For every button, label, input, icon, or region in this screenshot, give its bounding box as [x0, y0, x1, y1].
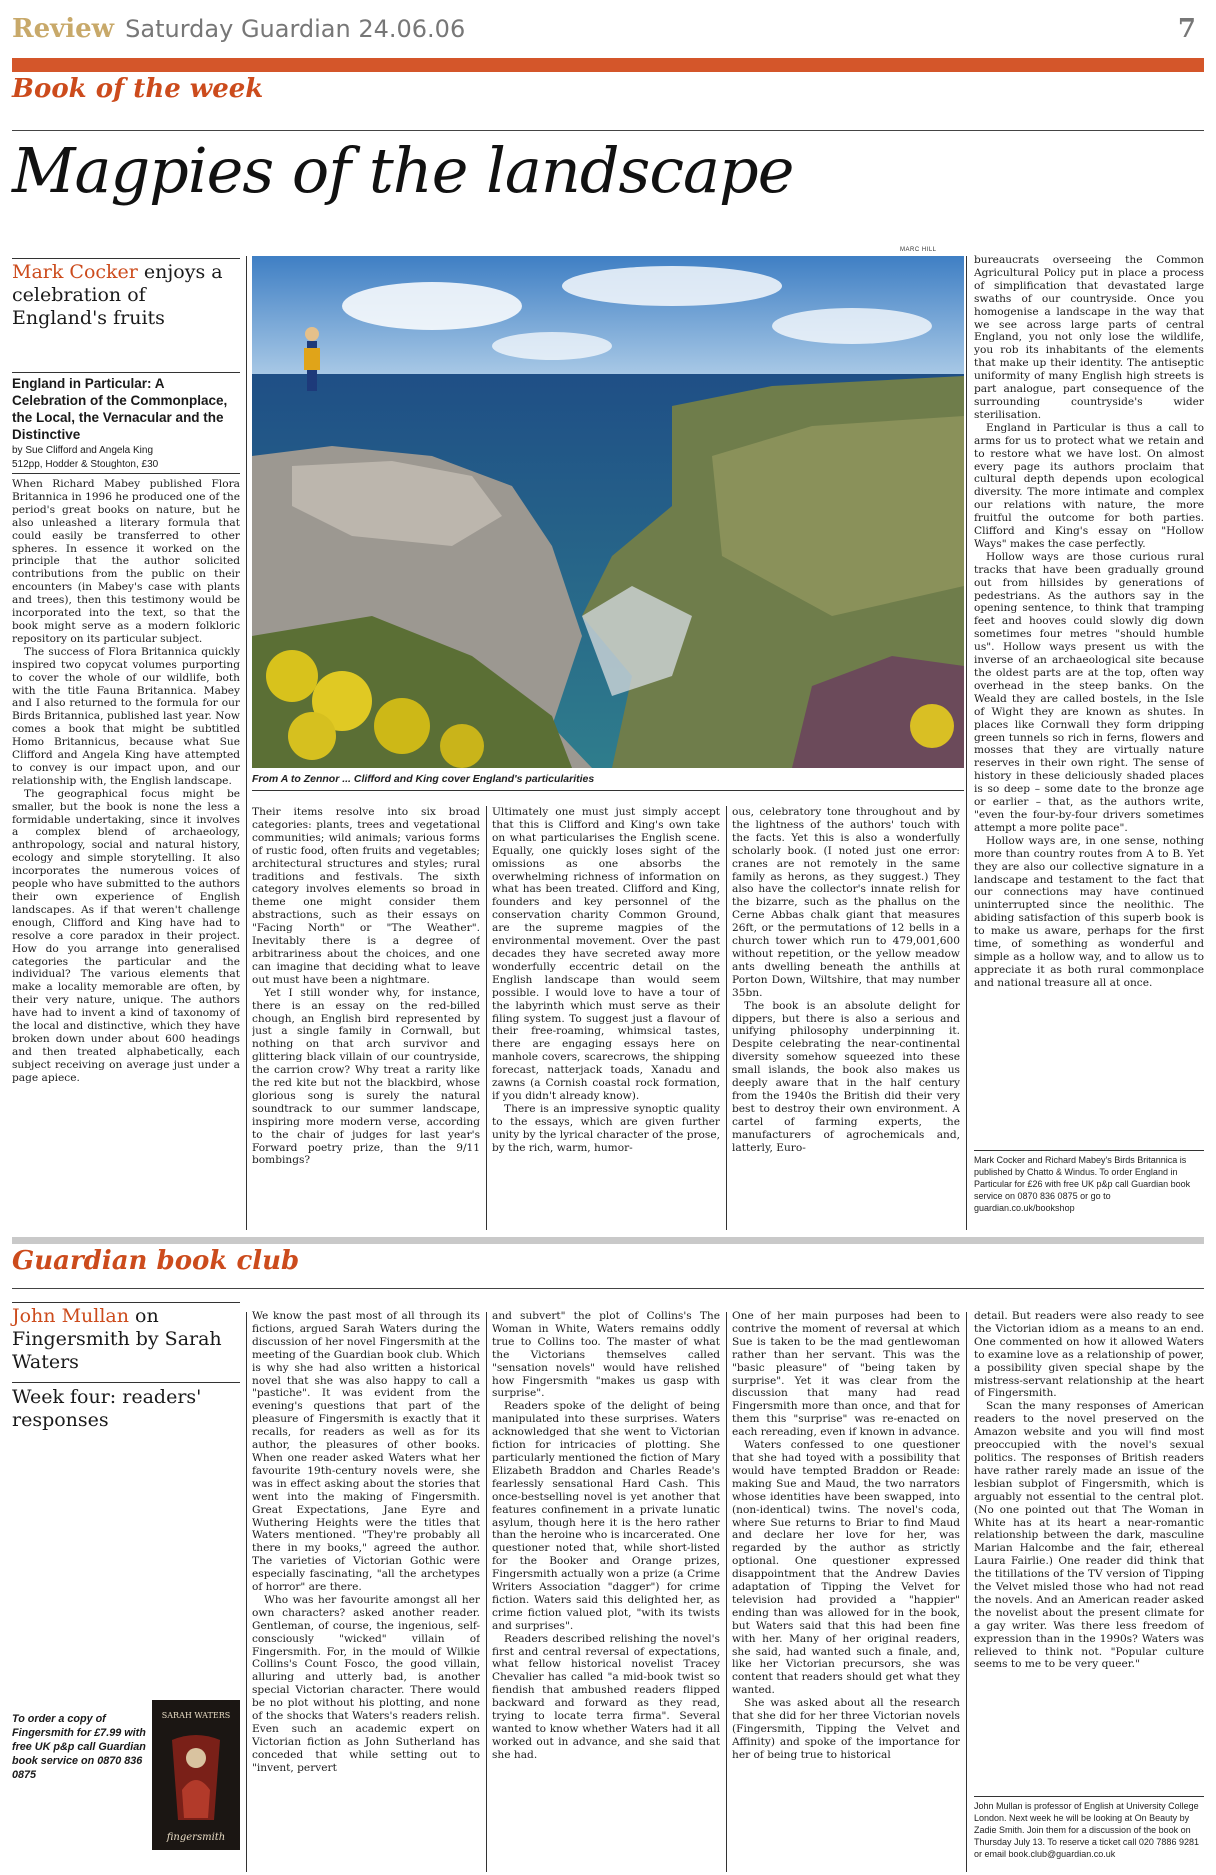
- paragraph: bureaucrats overseeing the Common Agricultural Policy put in place a process of simplification that devastated large swaths of our countryside. Once you homogenise a landscape in the way that we see across large parts of central England, you not only lose the wildlife, you rob its inhabitants of the elements that make up their identity. The antiseptic uniformity of many English high streets is part analogue, part consequence of the surrounding countryside's wider sterilisation.: [974, 254, 1204, 421]
- paragraph: The book is an absolute delight for dippers, but there is also a serious and unifying philosophy underpinning it. Despite celebrating the near-continental diversity somehow squeezed into these small islands, the book also makes us deeply aware that in the half century from the 1940s the British did their very best to destroy their own environment. A cartel of farming experts, the manufacturers of agrochemicals and, latterly, Euro-: [732, 999, 960, 1154]
- paragraph: ous, celebratory tone throughout and by the lightness of the authors' touch with the facts. Yet this is also a wonderfully scholarly book. (I noted just one error: cranes are not remotely in the same family as herons, as they suggest.) They also have the collector's innate relish for the bizarre, such as the phallus on the Cerne Abbas chalk giant that measures 26ft, or the permutations of 12 bells in a church tower which run to 479,001,600 without repetition, or the yellow meadow ants dwelling beneath the anthills at Porton Down, Wiltshire, that may number 35bn.: [732, 806, 960, 999]
- bookclub-column-1: [252, 1310, 480, 1872]
- review-column-4: [732, 806, 960, 1230]
- column-separator: [966, 1312, 967, 1872]
- order-info: To order a copy of Fingersmith for £7.99 with free UK p&p call Guardian book service on 0870 836 0875: [12, 1713, 146, 1781]
- book-title: England in Particular: A Celebration of the Commonplace, the Local, the Vernacular and the Distinctive: [12, 376, 228, 442]
- review-column-3: [492, 806, 720, 1230]
- headline-rule: [12, 130, 1204, 131]
- cover-author: SARAH WATERS: [161, 1711, 231, 1720]
- paragraph: Waters confessed to one questioner that she had toyed with a possibility that would have tempted Braddon or Reade: making Sue and Maud, the two narrators whose identities have been swapped, into (non-identical) twins. The novel's coda, where Sue returns to Briar to find Maud and declare her love for her, was regarded by the author as strictly optional. One questioner expressed disappointment that the Andrew Davies adaptation of Tipping the Velvet for television had provided a "happier" ending than was allowed for in the book, but Waters said that this had been fine with her. Many of her original readers, she said, had wanted such a finale, and, like her Victorian precursors, she was content that readers should get what they wanted.: [732, 1439, 960, 1697]
- paragraph: The success of Flora Britannica quickly inspired two copycat volumes purporting to cover the whole of our wildlife, both with the title Fauna Britannica. Mabey and I also returned to the formula for our Birds Britannica, published last year. Now comes a book that might be subtitled Homo Britannicus, because what Sue Clifford and Angela King have attempted to convey is our impact upon, and our relationship with, the English landscape.: [12, 645, 240, 787]
- column-separator: [486, 1312, 487, 1872]
- column-separator: [726, 1312, 727, 1872]
- photo-caption: From A to Zennor ... Clifford and King cover England's particularities: [252, 773, 595, 785]
- standfirst-text: on Fingersmith by Sarah Waters: [12, 1305, 222, 1373]
- standfirst: [12, 258, 240, 330]
- paragraph: When Richard Mabey published Flora Britannica in 1996 he produced one of the period's great books on nature, but he also unleashed a literary formula that could easily be transferred to other spheres. In essence it worked on the principle that the author solicited contributions from the public on their encounters (in Mabey's case with plants and trees), then this testimony would be incorporated into the text, so that the book might serve as a modern folkloric repository on its particular subject.: [12, 478, 240, 645]
- paragraph: Their items resolve into six broad categories: plants, trees and vegetational communities; wild animals; various forms of rustic food, often fruits and vegetables; architectural structures and styles; rural traditions and festivals. The sixth category involves elements so broad in theme one might consider them abstractions, such as their essays on "Facing North" or "The Weather". Inevitably there is a degree of arbitrariness about the choices, and one can imagine that deciding what to leave out must have been a nightmare.: [252, 806, 480, 986]
- section-divider-bar: [12, 1237, 1204, 1244]
- paragraph: Who was her favourite amongst all her own characters? asked another reader. Gentleman, of course, the ingenious, self-consciously "wicked" villain of Fingersmith. For, in the mould of Wilkie Collins's Count Fosco, the good villain, alluring and utterly bad, is another special Victorian character. There would be no plot without his plotting, and none of the shocks that Waters's readers relish. Even such an academic expert on Victorian fiction as John Sutherland has conceded that while setting out to "invent, pervert: [252, 1593, 480, 1774]
- paragraph: Yet I still wonder why, for instance, there is an essay on the red-billed chough, an English bird represented by just a single family in Cornwall, but nothing on that arch survivor and glittering black villain of our countryside, the carrion crow? Why treat a rarity like the red kite but not the blackbird, whose glorious song is surely the natural soundtrack to our summer landscape, inspiring more modern verse, according to the chair of judges for last year's Forward poetry prize, than the 9/11 bombings?: [252, 986, 480, 1167]
- columnist-bio: John Mullan is professor of English at University College London. Next week he will be looking at On Beauty by Zadie Smith. Join them for a discussion of the book on Thursday July 13. To reserve a ticket call 020 7886 9281 or email book.club@guardian.co.uk: [974, 1796, 1204, 1860]
- paragraph: The geographical focus might be smaller, but the book is none the less a formidable undertaking, since it involves a complex blend of archaeology, anthropology, social and natural history, ecology and simple storytelling. It also incorporates the numerous voices of people who have submitted to the authors their own experience of English landscapes. As if that weren't challenge enough, Clifford and King have had to resolve a core paradox in their project. How do you arrange into generalised categories the particular and the individual? The various elements that make a locality memorable are often, by their very nature, unique. The authors have had to invent a kind of taxonomy of the local and distinctive, which they have broken down under about 600 headings and then treated alphabetically, each subject receiving on average just under a page apiece.: [12, 787, 240, 1084]
- book-details: 512pp, Hodder & Stoughton, £30: [12, 459, 159, 470]
- paragraph: and subvert" the plot of Collins's The Woman in White, Waters remains oddly true to Collins too. The master of what the Victorians themselves called "sensation novels" would have relished how Fingersmith "makes us gasp with surprise".: [492, 1310, 720, 1400]
- paragraph: One of her main purposes had been to contrive the moment of reversal at which Sue is taken to be the mad gentlewoman rather than her servant. This was the "basic pleasure" of "being taken by surprise". Yet it was clear from the discussion that many had read Fingersmith more than once, and that for them this "surprise" was re-enacted on each rereading, even if known in advance.: [732, 1310, 960, 1439]
- top-color-bar: [12, 58, 1204, 72]
- bookclub-standfirst: [12, 1302, 240, 1374]
- paragraph: Scan the many responses of American readers to the novel preserved on the Amazon website and you will find most preoccupied with the novel's sexual politics. The responses of British readers have rather rarely made an issue of the lesbian subplot of Fingersmith, which is arguably not essential to the central plot. (No one pointed out that The Woman in White has at its heart a near-romantic relationship between the dark, masculine Marian Halcombe and the fair, ethereal Laura Fairlie.) One reader did think that the titillations of the TV version of Tipping the Velvet misled those who had not read the novels. And an American reader asked the novelist about the present climate for a gay writer. Was there less freedom of expression than in the 1990s? Waters was relieved to think not. "Popular culture seems to me to be very queer.": [974, 1400, 1204, 1671]
- column-separator: [246, 256, 247, 1230]
- book-info-rule: [12, 473, 240, 474]
- paragraph: We know the past most of all through its fictions, argued Sarah Waters during the discussion of her novel Fingersmith at the meeting of the Guardian book club. Which is why she had also written a historical novel that she was also happy to call a "pastiche". It was evident from the evening's questions that part of the pleasure of Fingersmith is exactly that it recalls, for readers as well as for its author, the pleasures of other books. When one reader asked Waters what her favourite 19th-century novels were, she was in effect asking about the stories that went into the making of Fingersmith. Great Expectations, Jane Eyre and Wuthering Heights were the titles that Waters mentioned. "They're probably all there in my books," agreed the author. The varieties of Victorian Gothic were especially fascinating, "all the archetypes of horror" are there.: [252, 1310, 480, 1594]
- paragraph: England in Particular is thus a call to arms for us to protect what we retain and to restore what we have lost. On almost every page its authors proclaim that cultural depth depends upon ecological diversity. The more intimate and complex our relations with nature, the more fruitful the outcome for both parties. Clifford and King's essay on "Hollow Ways" makes the case perfectly.: [974, 421, 1204, 550]
- paragraph: Hollow ways are, in one sense, nothing more than country routes from A to B. Yet they are also our collective signature in a landscape and testament to the fact that our connections may have continued uninterrupted since the neolithic. The abiding satisfaction of this superb book is to make us aware, perhaps for the first time, of something as wonderful and simple as a hollow way, and to allow us to appreciate it as both rural commonplace and national treasure all at once.: [974, 834, 1204, 989]
- photo-credit: MARC HILL: [900, 247, 937, 253]
- fingersmith-book-cover: [152, 1700, 240, 1850]
- masthead: [12, 14, 1204, 54]
- book-info-box: [12, 372, 240, 474]
- cover-title: fingersmith: [166, 1832, 226, 1843]
- columnist-name: John Mullan: [12, 1305, 129, 1327]
- paragraph: Ultimately one must just simply accept that this is Clifford and King's own take on what particularises the English scene. Equally, one quickly loses sight of the omissions as one absorbs the overwhelming richness of information on what has been treated. Clifford and King, founders and key personnel of the conservation charity Common Ground, are the supreme magpies of the environmental movement. Over the past decades they have secreted away more wonderfully eccentric detail on the English landscape than would seem possible. I would love to have a tour of the labyrinth which must serve as their filing system. To suggest just a flavour of their free-roaming, whimsical tastes, there are engaging essays here on manhole covers, scarecrows, the shipping forecast, natterjack toads, Xanadu and zawns (a Cornish coastal rock formation, if you didn't already know).: [492, 806, 720, 1102]
- paragraph: There is an impressive synoptic quality to the essays, which are given further unity by the lyrical character of the prose, by the rich, warm, humor-: [492, 1102, 720, 1154]
- caption-rule: [252, 790, 964, 791]
- section-kicker: Guardian book club: [12, 1246, 300, 1276]
- review-column-2: [252, 806, 480, 1230]
- headline: Magpies of the landscape: [12, 134, 794, 207]
- section-rule: [12, 1288, 1204, 1289]
- bookclub-subhead: Week four: readers' responses: [12, 1382, 240, 1432]
- section-kicker: Book of the week: [12, 74, 264, 104]
- paragraph: detail. But readers were also ready to see the Victorian idiom as a means to an end. One commented on how it allowed Waters to examine love as a relationship of power, a possibility given special shape by the mistress-servant relationship at the heart of Fingersmith.: [974, 1310, 1204, 1400]
- coastal-landscape-photo: [252, 256, 964, 768]
- column-separator: [966, 256, 967, 1230]
- bookclub-column-3: [732, 1310, 960, 1872]
- column-separator: [486, 806, 487, 1230]
- review-column-1: [12, 478, 240, 1230]
- column-separator: [726, 806, 727, 1230]
- paragraph: She was asked about all the research that she did for her three Victorian novels (Fingersmith, Tipping the Velvet and Affinity) and spoke of the importance for her of being true to historical: [732, 1697, 960, 1761]
- paragraph: Readers spoke of the delight of being manipulated into these surprises. Waters acknowledged that she went to Victorian fiction for intricacies of plotting. She particularly mentioned the fiction of Mary Elizabeth Braddon and Charles Reade's fearlessly sensational Hard Cash. This once-bestselling novel is yet another that features confinement in a private lunatic asylum, though here it is the hero rather than the heroine who is incarcerated. One questioner noted that, while short-listed for the Booker and Orange prizes, Fingersmith actually won a prize (a Crime Writers Association "dagger") for crime fiction. Waters said this delighted her, as crime fiction valued plot, "with its twists and surprises".: [492, 1400, 720, 1632]
- book-authors: by Sue Clifford and Angela King: [12, 445, 154, 456]
- section-brand: Review: [12, 14, 115, 44]
- page-number: 7: [1177, 14, 1196, 44]
- bookclub-column-4: [974, 1310, 1204, 1792]
- reviewer-bio: Mark Cocker and Richard Mabey's Birds Britannica is published by Chatto & Windus. To order England in Particular for £26 with free UK p&p call Guardian book service on 0870 836 0875 or go to guardian.co.uk/bookshop: [974, 1150, 1204, 1214]
- standfirst-text: enjoys a celebration of England's fruits: [12, 261, 223, 329]
- column-separator: [246, 1312, 247, 1872]
- reviewer-name: Mark Cocker: [12, 261, 138, 283]
- dateline: Saturday Guardian 24.06.06: [125, 15, 466, 43]
- paragraph: Hollow ways are those curious rural tracks that have been gradually ground out from hillsides by generations of pedestrians. As the authors say in the opening sentence, to think that tramping feet and hooves could slowly dig down sometimes four metres "should humble us". Hollow ways present us with the inverse of an archaeological site because the oldest parts are at the top, often way overhead in the steep banks. On the Weald they are called bostels, in the Isle of Wight they are known as shutes. In places like Cornwall they form dripping green tunnels so rich in ferns, flowers and mosses that they are virtually nature reserves in their own right. The sense of history in these deliciously shaded places is so deep – some date to the bronze age or earlier – that, as the authors write, "even the four-by-four drivers sometimes attempt a more polite pace".: [974, 550, 1204, 834]
- review-column-5: [974, 254, 1204, 1146]
- bookclub-column-2: [492, 1310, 720, 1872]
- paragraph: Readers described relishing the novel's first and central reversal of expectations, what fellow historical novelist Tracey Chevalier has called "a mid-book twist so fiendish that ambushed readers flipped backward and forward as they read, trying to locate terra firma". Several wanted to know whether Waters had it all worked out in advance, and she said that she had.: [492, 1632, 720, 1761]
